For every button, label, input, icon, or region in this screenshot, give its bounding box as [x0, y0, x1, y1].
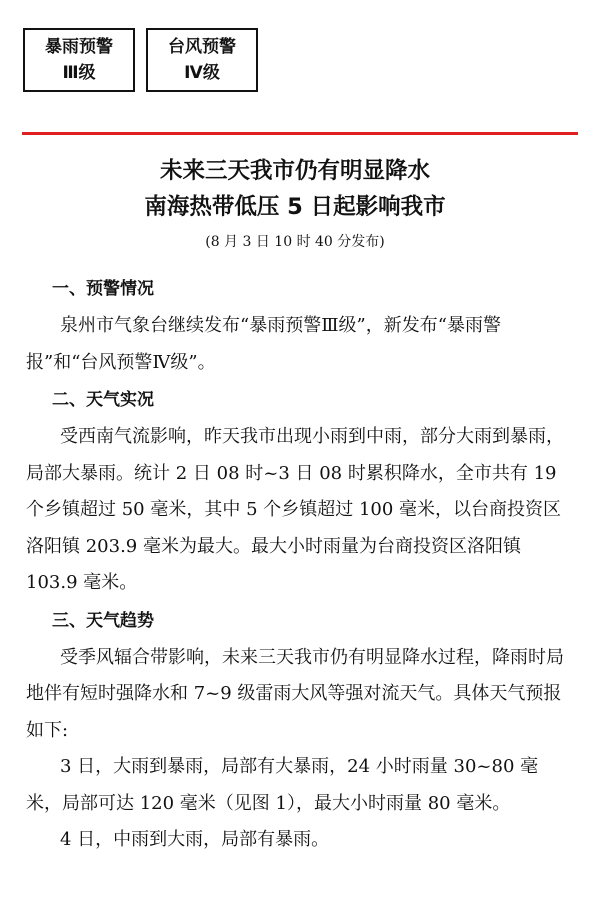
badge-title: 台风预警 — [168, 37, 236, 57]
paragraph: 受西南气流影响，昨天我市出现小雨到中雨，部分大雨到暴雨，局部大暴雨。统计 2 日 08 时~3 日 08 时累积降水，全市共有 19 个乡镇超过 50 毫米，其中 5 个乡镇超过 100 毫米，以台商投资区洛阳镇 203.9 毫米为最大。最大小时雨量为台商投资区洛阳镇 103.9 毫米。 — [26, 426, 564, 593]
badge-title: 暴雨预警 — [45, 37, 113, 57]
section-heading-trend: 三、天气趋势 — [52, 610, 154, 631]
badge-level: Ⅳ级 — [184, 63, 220, 83]
warning-badges — [23, 28, 258, 92]
paragraph: 泉州市气象台继续发布“暴雨预警Ⅲ级”，新发布“暴雨警报”和“台风预警Ⅳ级”。 — [26, 315, 501, 373]
section-heading-warning: 一、预警情况 — [52, 279, 154, 299]
red-divider — [22, 132, 578, 135]
section-heading-observations: 二、天气实况 — [52, 390, 154, 410]
paragraph: 4 日，中雨到大雨，局部有暴雨。 — [60, 829, 330, 850]
badge-level: Ⅲ级 — [62, 63, 96, 83]
document-title — [0, 153, 590, 225]
paragraph: 3 日，大雨到暴雨，局部有大暴雨，24 小时雨量 30~80 毫米，局部可达 120 毫米（见图 1），最大小时雨量 80 毫米。 — [26, 756, 539, 814]
paragraph: 受季风辐合带影响，未来三天我市仍有明显降水过程，降雨时局地伴有短时强降水和 7~9 级雷雨大风等强对流天气。具体天气预报如下: — [26, 646, 564, 741]
rainstorm-warning-badge — [23, 28, 135, 92]
document-body — [26, 270, 571, 859]
title-line-1: 未来三天我市仍有明显降水 — [159, 158, 430, 184]
title-line-2: 南海热带低压 5 日起影响我市 — [144, 194, 446, 220]
release-time: (8 月 3 日 10 时 40 分发布) — [205, 234, 385, 250]
typhoon-warning-badge — [146, 28, 258, 92]
